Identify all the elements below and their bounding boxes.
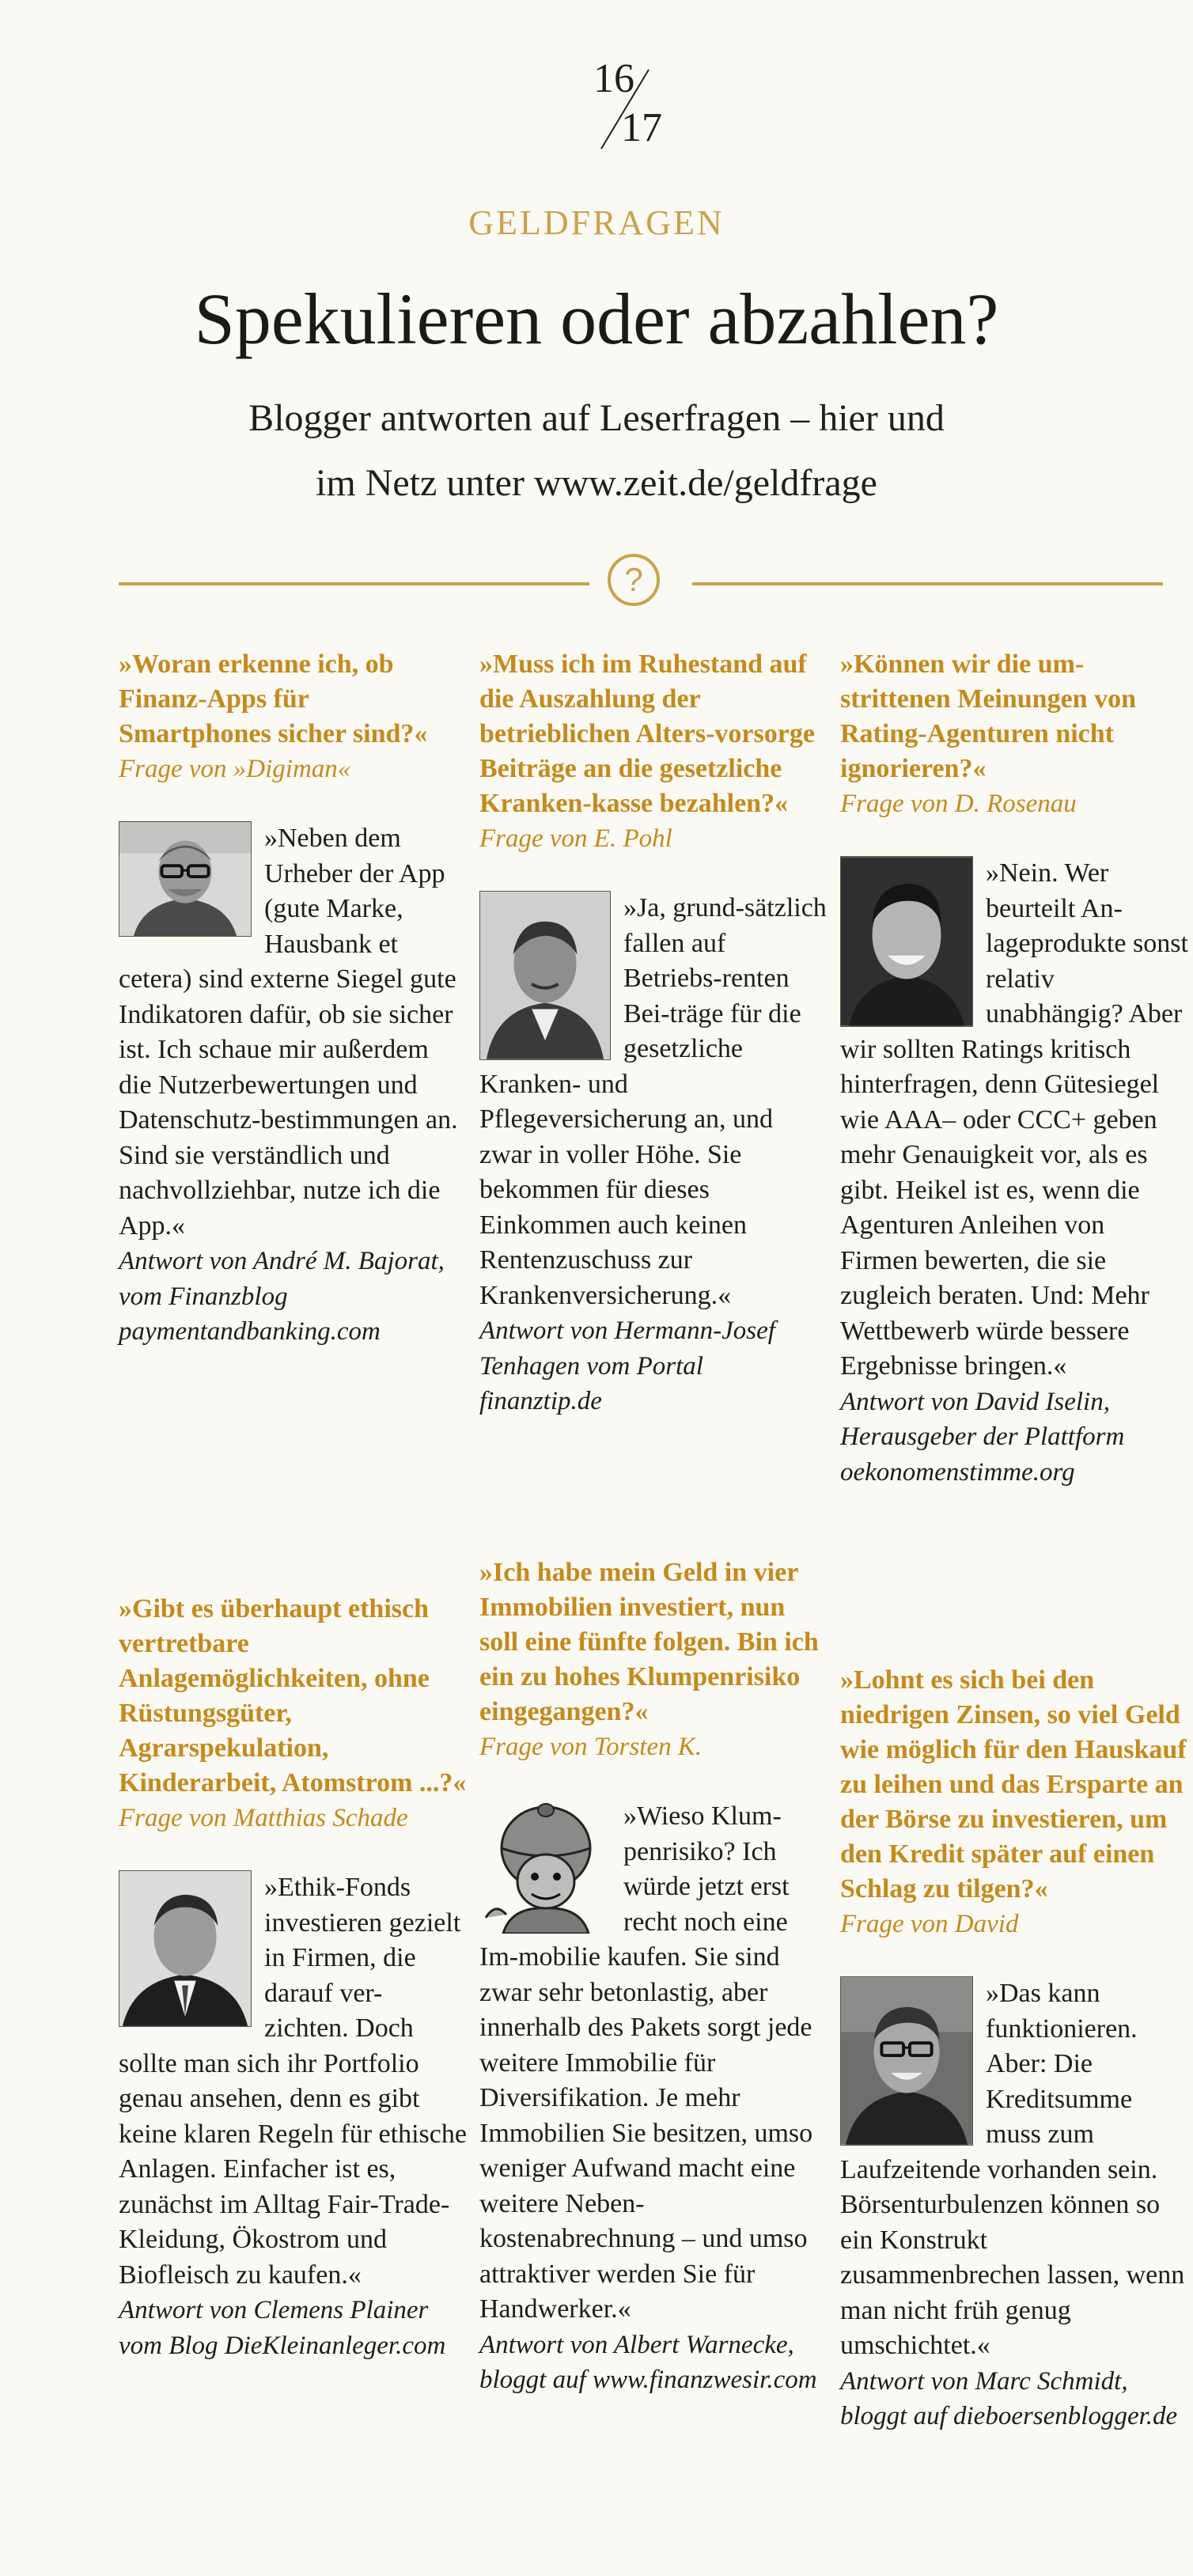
answer-attribution: Antwort von Clemens Plainer vom Blog DieKleinanleger.com: [119, 2296, 446, 2360]
question: »Muss ich im Ruhestand auf die Auszahlung der betrieblichen Alters-vorsorge Beiträge an die gesetzliche Kranken-kasse bezahlen?«: [479, 650, 815, 818]
question: »Woran erkenne ich, ob Finanz-Apps für Smartphones sicher sind?«: [119, 650, 428, 748]
question: »Lohnt es sich bei den niedrigen Zinsen, so viel Geld wie möglich für den Hauskauf zu leihen und das Ersparte an der Börse zu investieren, um den Kredit später auf einen Schlag zu tilgen?«: [840, 1665, 1187, 1904]
author-photo: [119, 821, 252, 937]
question-asker: Frage von E. Pohl: [479, 824, 672, 853]
answer-attribution: Antwort von Hermann-Josef Tenhagen vom Portal finanztip.de: [479, 1316, 775, 1415]
divider-line-left: [119, 582, 589, 585]
question-asker: Frage von Torsten K.: [479, 1733, 703, 1761]
qa-block-ratings: [840, 647, 1188, 1490]
answer-body: »Das kann funktionieren. Aber: Die Kreditsumme muss zum Laufzeitende vorhanden sein. Börsenturbulenzen können so ein Konstrukt zusammenbrechen lassen, wenn man nicht früh genug umschichtet.«: [840, 1979, 1185, 2360]
question-asker: Frage von David: [840, 1910, 1019, 1938]
qa-block-ethics: [119, 1592, 467, 2363]
author-photo: [840, 856, 973, 1027]
answer-body: »Wieso Klum-penrisiko? Ich würde jetzt erst recht noch eine Im-mobilie kaufen. Sie sind zwar sehr betonlastig, aber innerhalb des Pakets sorgt jede weitere Immobilie für Diversifikation. Je mehr Immobilien Sie besitzen, umso weniger Aufwand macht eine weitere Neben-kostenabrechnung – und umso attraktiver werden Sie für Handwerker.«: [479, 1801, 813, 2324]
subtitle-line-2: im Netz unter www.zeit.de/geldfrage: [316, 462, 877, 504]
author-photo: [479, 891, 611, 1060]
answer-attribution: Antwort von Marc Schmidt, bloggt auf dieboersenblogger.de: [840, 2366, 1178, 2430]
question-mark-icon: ?: [608, 554, 660, 606]
question: »Gibt es überhaupt ethisch vertretbare Anlagemöglichkeiten, ohne Rüstungsgüter, Agrarspekulation, Kinderarbeit, Atomstrom ...?«: [119, 1594, 467, 1798]
qa-block-pension: [479, 647, 828, 1419]
section-label: GELDFRAGEN: [468, 203, 725, 242]
answer-body: »Ethik-Fonds investieren gezielt in Firmen, die darauf ver-zichten. Doch sollte man sich ihr Portfolio genau ansehen, denn es gibt keine klaren Regeln für ethische Anlagen. Einfacher ist es, zunächst im Alltag Fair-Trade-Kleidung, Ökostrom und Biofleisch zu kaufen.«: [119, 1873, 467, 2290]
question: »Können wir die um-strittenen Meinungen von Rating-Agenturen nicht ignorieren?«: [840, 650, 1136, 783]
page-number: [554, 47, 665, 166]
answer-body: »Ja, grund-sätzlich fallen auf Betriebs-renten Bei-träge für die gesetzliche Kranken- und Pflegeversicherung an, und zwar in voller Höhe. Sie bekommen für dieses Einkommen auch keinen Rentenzuschuss zur Krankenversicherung.«: [479, 893, 827, 1310]
author-photo: [119, 1870, 252, 2027]
answer-attribution: Antwort von David Iselin, Herausgeber der Plattform oekonomenstimme.org: [840, 1387, 1125, 1487]
author-photo: [840, 1976, 973, 2146]
article-subtitle: [158, 386, 1035, 516]
answer-body: »Neben dem Urheber der App (gute Marke, Hausbank et cetera) sind externe Siegel gute Indikatoren dafür, ob sie sicher ist. Ich schaue mir außerdem die Nutzerbewertungen und Datenschutz-bestimmungen an. Sind sie verständlich und nachvollziehbar, nutze ich die App.«: [119, 824, 458, 1241]
author-illustration: [479, 1799, 611, 1934]
qa-block-mortgage: [840, 1663, 1188, 2434]
question-asker: Frage von »Digiman«: [119, 755, 351, 783]
answer-attribution: Antwort von André M. Bajorat, vom Finanzblog paymentandbanking.com: [119, 1247, 445, 1346]
question-asker: Frage von Matthias Schade: [119, 1804, 408, 1832]
section-divider: [119, 554, 1163, 611]
question-asker: Frage von D. Rosenau: [840, 790, 1077, 818]
page-number-right: 17: [621, 105, 662, 150]
question: »Ich habe mein Geld in vier Immobilien investiert, nun soll eine fünfte folgen. Bin ich ein zu hohes Klumpenrisiko eingegangen?«: [479, 1558, 819, 1726]
divider-line-right: [692, 582, 1163, 585]
answer-text: [479, 1799, 828, 2328]
subtitle-line-1: Blogger antworten auf Leserfragen – hier und: [248, 397, 945, 439]
page-number-left: 16: [593, 56, 634, 101]
answer-text: [479, 891, 828, 1313]
answer-text: [840, 1976, 1188, 2364]
answer-body: »Nein. Wer beurteilt An-lageprodukte sonst relativ unabhängig? Aber wir sollten Ratings kritisch hinterfragen, denn Gütesiegel wie AAA– oder CCC+ geben mehr Genauigkeit vor, als es gibt. Heikel ist es, wenn die Agenturen Anleihen von Firmen bewerten, die sie zugleich beraten. Und: Mehr Wettbewerb würde bessere Ergebnisse bringen.«: [840, 858, 1188, 1381]
answer-attribution: Antwort von Albert Warnecke, bloggt auf www.finanzwesir.com: [479, 2330, 817, 2394]
qa-block-apps: [119, 647, 467, 1350]
answer-text: [119, 1870, 467, 2293]
answer-text: [119, 821, 467, 1244]
article-title: Spekulieren oder abzahlen?: [194, 278, 999, 359]
answer-text: [840, 856, 1188, 1385]
qa-block-real-estate: [479, 1555, 828, 2398]
